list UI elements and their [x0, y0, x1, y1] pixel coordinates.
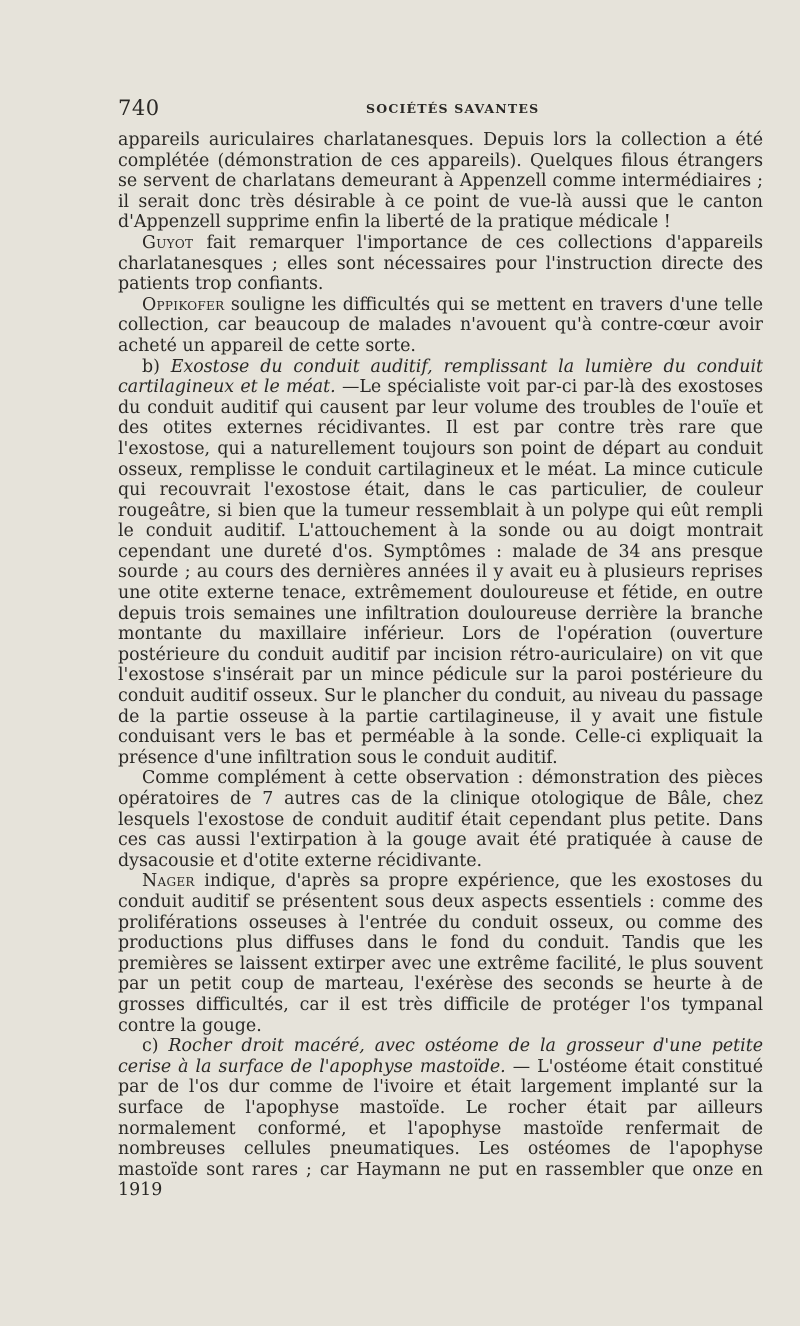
case-title: Rocher droit macéré, avec ostéome de la grosseur d'une petite cerise à la surface de l'apophyse mastoïde. — [118, 1036, 763, 1077]
speaker-name: Oppikofer — [142, 294, 225, 315]
paragraph-4-text: —Le spécialiste voit par-ci par-là des exostoses du conduit auditif qui causent par leur volume des troubles de l'ouïe et des otites externes récidivantes. Il est par contre très rare que l'exostose, qui a naturellement toujours son point de départ au conduit osseux, remplisse le conduit cartilagineux et le méat. La mince cuticule qui recouvrait l'exostose était, dans le cas particulier, de couleur rougeâtre, si bien que la tumeur ressemblait à un polype qui eût rempli le conduit auditif. L'attouchement à la sonde ou au doigt montrait cependant une dureté d'os. Symptômes : malade de 34 ans presque sourde ; au cours des dernières années il y avait eu à plusieurs reprises une otite externe tenace, extrêmement douloureuse et fétide, en outre depuis trois semaines une infiltration douloureuse derrière la branche montante du maxillaire inférieur. Lors de l'opération (ouverture postérieure du conduit auditif par incision rétro-auriculaire) on vit que l'exostose s'insérait par un mince pédicule sur la paroi postérieure du conduit auditif osseux. Sur le plancher du conduit, au niveau du passage de la partie osseuse à la partie cartilagineuse, il y avait une fistule conduisant vers le bas et perméable à la sonde. Celle-ci expliquait la présence d'une infiltration sous le conduit auditif. — [118, 377, 763, 768]
paragraph-1 — [118, 130, 763, 233]
paragraph-3-text: souligne les difficultés qui se mettent en travers d'une telle collection, car beaucoup de malades n'avouent qu'à contre-cœur avoir acheté un appareil de cette sorte. — [118, 294, 763, 356]
case-title: Exostose du conduit auditif, remplissant la lumière du conduit cartilagineux et le méat. — [118, 356, 763, 398]
speaker-name: Guyot — [142, 232, 194, 253]
body-text — [118, 130, 763, 1201]
case-label: b) — [142, 356, 171, 377]
paragraph-3 — [118, 295, 763, 357]
page-number: 740 — [118, 96, 160, 120]
running-head: SOCIÉTÉS SAVANTES — [366, 101, 540, 116]
paragraph-2 — [118, 233, 763, 295]
paragraph-2-text: fait remarquer l'importance de ces collections d'appareils charlatanesques ; elles sont nécessaires pour l'instruction directe des patients trop confiants. — [118, 232, 763, 295]
page-header — [118, 96, 763, 122]
paragraph-6 — [118, 871, 763, 1036]
paragraph-5 — [118, 768, 763, 871]
paragraph-4 — [118, 357, 763, 769]
paragraph-7-text: — L'ostéome était constitué par de l'os dur comme de l'ivoire et était largement implanté sur la surface de l'apophyse mastoïde. Le rocher était par ailleurs normalement conformé, et l'apophyse mastoïde renfermait de nombreuses cellules pneumatiques. Les ostéomes de l'apophyse mastoïde sont rares ; car Haymann ne put en rassembler que onze en 1919 — [118, 1056, 764, 1201]
paragraph-1-text: appareils auriculaires charlatanesques. Depuis lors la collection a été complétée (démonstration de ces appareils). Quelques filous étrangers se servent de charlatans demeurant à Appenzell comme intermédiaires ; il serait donc très désirable à ce point de vue-là aussi que le canton d'Appenzell supprime enfin la liberté de la pratique médicale ! — [118, 130, 763, 233]
speaker-name: Nager — [142, 871, 195, 892]
case-label: c) — [142, 1036, 169, 1057]
paragraph-7 — [118, 1036, 763, 1201]
paragraph-5-text: Comme complément à cette observation : démonstration des pièces opératoires de 7 autres cas de la clinique otologique de Bâle, chez lesquels l'exostose de conduit auditif était cependant plus petite. Dans ces cas aussi l'extirpation à la gouge avait été pratiquée à cause de dysacousie et d'otite externe récidivante. — [118, 768, 763, 871]
paragraph-6-text: indique, d'après sa propre expérience, que les exostoses du conduit auditif se présentent sous deux aspects essentiels : comme des proliférations osseuses à l'entrée du conduit osseux, ou comme des productions plus diffuses dans le fond du conduit. Tandis que les premières se laissent extirper avec une extrême facilité, le plus souvent par un petit coup de marteau, l'exérèse des seconds se heurte à de grosses difficultés, car il est très difficile de protéger l'os tympanal contre la gouge. — [118, 871, 763, 1036]
